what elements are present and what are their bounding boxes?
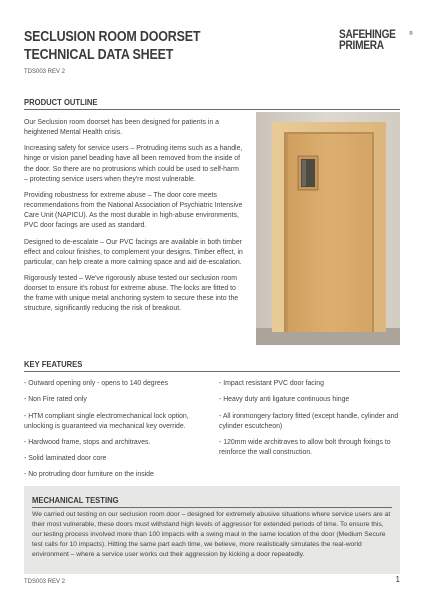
feature-item: - Outward opening only - opens to 140 degrees [24,380,169,387]
brand-name-line2: PRIMERA [339,40,384,52]
outline-paragraph-4: Designed to de-escalate – Our PVC facings are available in both timber effect and colour finishes, to complement your designs. Timber effect, in particular, can help create a more calming space and aid de-escalation. [24,238,243,266]
vision-panel-highlight [302,160,306,186]
mechanical-testing-heading: MECHANICAL TESTING [32,495,119,505]
feature-item: - Solid laminated door core [24,455,107,463]
registered-mark: ® [409,31,413,37]
feature-item: - 120mm wide architraves to allow bolt through fixings to reinforce the wall construction. [219,438,391,456]
feature-item: - Impact resistant PVC door facing [219,380,324,387]
product-outline-rule [24,109,400,110]
document-reference-bottom: TDS003 REV 2 [24,579,66,585]
page-number: 1 [395,575,400,584]
door-photo [256,112,400,345]
key-features-right-list [219,379,405,464]
mechanical-testing-panel [24,486,400,574]
brand-logo [339,29,413,52]
outline-paragraph-3: Providing robustness for extreme abuse – The door core meets recommendations from the National Association of Psychiatric Intensive Care Unit (NAPICU). As the most durable in high-abuse environments, PVC door facings are used as standard. [24,191,243,230]
feature-item: - Non Fire rated only [24,396,87,404]
feature-item: - Hardwood frame, stops and architraves. [24,438,151,446]
document-title-line2: TECHNICAL DATA SHEET [24,47,174,63]
feature-item: - Heavy duty anti ligature continuous hinge [219,396,350,404]
key-features-rule [24,371,400,372]
key-features-left-list [24,379,212,487]
document-title-line1: SECLUSION ROOM DOORSET [24,29,201,45]
feature-item: - All ironmongery factory fitted (except handle, cylinder and cylinder escutcheon) [219,412,399,430]
outline-paragraph-2: Increasing safety for service users – Protruding items such as a handle, hinge or vision panel beading have all been removed from the inside of the door. So there are no protrusions which could be used to self-harm – protecting service users when they're most vulnerable. [24,145,243,183]
product-outline-heading: PRODUCT OUTLINE [24,97,98,107]
outline-paragraph-5: Rigorously tested – We've rigorously abuse tested our seclusion room doorset to ensure it's robust for extreme abuse. The locks are fitted to the frame with unique metal anchoring system to secure these into the structure, significantly reducing the risk of breakout. [24,274,239,313]
mechanical-testing-text: We carried out testing on our seclusion room door – designed for extremely abusive situations where service users are at their most vulnerable, these doors must withstand high levels of aggressor for extended periods of time. To ensure this, our testing process involved more than 100 impacts with a swing maul in the same location of the door (Medium Secure test calls for 10 impacts). Hitting the same part each time, we believe, more realistically simulates the real-world environment – where a service user works out their aggression by kicking a door repeatedly. [32,511,391,558]
brand-name-line1: SAFEHINGE [339,29,396,41]
feature-item: - No protruding door furniture on the inside [24,471,154,479]
key-features-heading: KEY FEATURES [24,359,83,369]
product-outline-text [24,118,244,321]
mechanical-testing-rule [32,507,392,508]
document-reference-top: TDS003 REV 2 [24,69,66,75]
outline-paragraph-1: Our Seclusion room doorset has been designed for patients in a heightened Mental Health crisis. [24,119,219,137]
feature-item: - HTM compliant single electromechanical lock option, unlocking is guaranteed via mechanical key override. [24,412,189,430]
